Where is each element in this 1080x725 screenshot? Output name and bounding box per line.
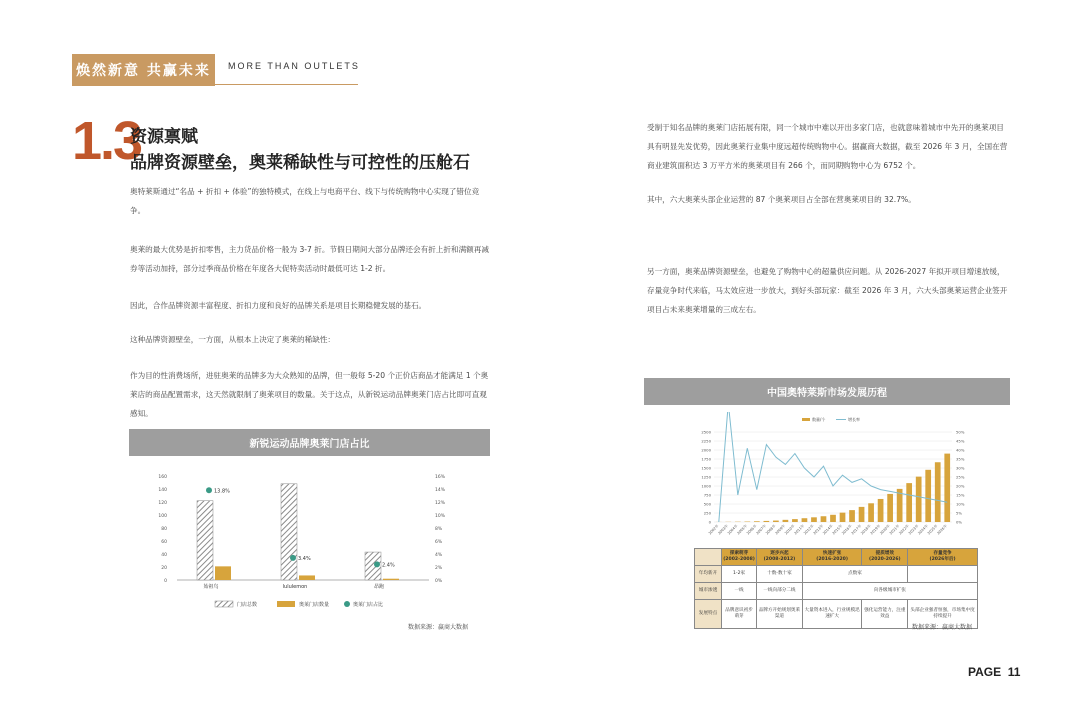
chart-title-bar: 新锐运动品牌奥莱门店占比: [129, 429, 490, 456]
paragraph: 其中，六大奥莱头部企业运营的 87 个奥莱项目占全部在营奥莱项目的 32.7%。: [647, 195, 916, 204]
x-tick-label: 2015年: [831, 523, 844, 536]
ratio-point: [206, 487, 212, 493]
legend-label: 奥莱门店数量: [299, 602, 330, 608]
x-tick-label: 2011年: [793, 523, 806, 536]
y-tick-label: 750: [703, 492, 711, 498]
x-tick-label: 2004年: [726, 523, 739, 536]
table-cell: 品牌意识初步萌芽: [722, 600, 757, 629]
table-cell: 头部企业强者恒强，市场集中度持续提升: [908, 600, 978, 629]
bar: [916, 477, 922, 522]
table-cell: 向各级城市扩张: [802, 583, 977, 600]
y2-tick-label: 5%: [956, 510, 963, 516]
x-tick-label: 2014年: [822, 523, 834, 536]
x-tick-label: 2019年: [869, 523, 882, 536]
table-cell: 大量资本进入，行业规模迅速扩大: [802, 600, 862, 629]
table-cell: [908, 566, 978, 583]
bar: [830, 515, 836, 522]
y-tick-label: 1750: [701, 456, 711, 462]
x-tick-label: 2003年: [717, 523, 729, 536]
x-tick-label: 2020年: [879, 523, 891, 536]
phase-header: 逐步兴起 (2008-2012): [757, 549, 803, 566]
x-tick-label: 2024年: [917, 523, 929, 536]
x-tick-label: 昂跑: [373, 584, 385, 590]
y2-tick-label: 6%: [435, 540, 443, 545]
bar: [754, 521, 760, 522]
bar-outlet: [299, 575, 315, 580]
phase-header: 存量竞争 (2026年后): [908, 549, 978, 566]
y-tick-label: 140: [158, 488, 167, 493]
bar-total: [197, 501, 213, 580]
phase-header: 提质增效 (2020-2026): [862, 549, 908, 566]
bar-outlet: [215, 566, 231, 580]
bar: [859, 507, 865, 522]
header-subtitle: MORE THAN OUTLETS: [228, 61, 360, 71]
legend-label: 门店总数: [237, 602, 258, 608]
table-cell: 强化运营能力，注重效益: [862, 600, 908, 629]
y-tick-label: 120: [158, 501, 167, 506]
table-cell: 一线向部分二线: [757, 583, 803, 600]
x-tick-label: 2002年: [707, 523, 720, 536]
bar: [773, 521, 779, 522]
x-tick-label: 2013年: [812, 523, 825, 536]
phase-header: 探索萌芽 (2002-2008): [722, 549, 757, 566]
phase-table: [694, 548, 978, 629]
y-tick-label: 80: [161, 527, 167, 532]
bar: [811, 517, 817, 522]
table-cell: 品牌方开始规划奥莱渠道: [757, 600, 803, 629]
table-row: [695, 566, 978, 583]
y-tick-label: 160: [158, 475, 167, 480]
y2-tick-label: 15%: [956, 492, 965, 498]
bar: [944, 454, 950, 522]
ratio-point: [290, 555, 296, 561]
paragraph: 奥莱的最大优势是折扣零售，主力货品价格一般为 3-7 折。节假日期间大部分品牌还会有折上折和满额再减券等活动加持，部分过季商品价格在年度各大促特卖活动时最低可达 1-2 折。: [130, 245, 489, 273]
x-tick-label: 2012年: [803, 523, 815, 536]
ratio-label: 13.8%: [214, 488, 230, 495]
bar: [792, 519, 798, 522]
section-number: 1.3: [72, 111, 142, 171]
x-tick-label: 2018年: [860, 523, 872, 536]
y2-tick-label: 45%: [956, 438, 965, 444]
chart-source: 数据来源：赢商大数据: [408, 624, 469, 631]
table-cell: 十数-数十家: [757, 566, 803, 583]
y2-tick-label: 25%: [956, 474, 965, 480]
y-tick-label: 0: [708, 519, 711, 525]
row-header: 年均新开: [695, 566, 722, 583]
paragraph: 奥特莱斯通过“名品 + 折扣 + 体验”的独特模式，在线上与电商平台、线下与传统购物中心实现了错位竞争。: [130, 187, 480, 215]
legend-swatch-bar: [802, 418, 810, 421]
x-tick-label: lululemon: [282, 584, 308, 590]
growth-rate-line: [719, 412, 947, 522]
table-cell: 一线: [722, 583, 757, 600]
y-tick-label: 1500: [701, 465, 711, 471]
y2-tick-label: 10%: [435, 514, 446, 519]
x-tick-label: 2005年: [736, 523, 749, 536]
ratio-label: 2.4%: [382, 562, 395, 569]
x-tick-label: 2007年: [755, 523, 768, 536]
y2-tick-label: 2%: [435, 566, 443, 571]
row-header: 城市渗透: [695, 583, 722, 600]
y-tick-label: 1000: [701, 483, 711, 489]
x-tick-label: 2006年: [745, 523, 758, 536]
x-tick-label: 2022年: [898, 523, 910, 536]
y2-tick-label: 10%: [956, 501, 965, 507]
market-history-chart: [690, 412, 980, 540]
paragraph: 另一方面，奥莱品牌资源壁垒，也避免了购物中心的超量供应问题。从 2026-2027 年拟开项目增速放缓，存量竞争时代来临，马太效应进一步放大，到好头部玩家：截至 2026 年 3 月，六大头部奥莱运营企业签开项目占未来奥莱增量的三成左右。: [647, 267, 1008, 314]
x-tick-label: 2008年: [764, 523, 777, 536]
y2-tick-label: 8%: [435, 527, 443, 532]
bar-total: [281, 484, 297, 580]
y2-tick-label: 30%: [956, 465, 965, 471]
legend-label: 奥莱门店占比: [353, 602, 384, 608]
ratio-point: [374, 561, 380, 567]
paragraph: 作为目的性消费场所，进驻奥莱的品牌多为大众熟知的品牌，但一般每 5-20 个正价店商品才能满足 1 个奥莱店的商品配置需求，这天然就限制了奥莱项目的数量。关于这点，从新锐运动品牌奥莱门店占比即可直观感知。: [130, 371, 489, 418]
y-tick-label: 250: [703, 510, 711, 516]
ratio-label: 3.4%: [298, 555, 311, 562]
bar: [802, 518, 808, 522]
x-tick-label: 2016年: [841, 523, 853, 536]
bar: [906, 483, 912, 522]
y2-tick-label: 20%: [956, 483, 965, 489]
y-tick-label: 2000: [701, 447, 711, 453]
y2-tick-label: 14%: [435, 488, 446, 493]
y2-tick-label: 12%: [435, 501, 446, 506]
x-tick-label: 2017年: [850, 523, 863, 536]
bar-outlet: [383, 579, 399, 580]
y-tick-label: 500: [703, 501, 711, 507]
y-tick-label: 2250: [701, 438, 711, 444]
y-tick-label: 0: [164, 579, 167, 584]
x-tick-label: 始祖鸟: [203, 584, 219, 590]
x-tick-label: 2010年: [784, 523, 796, 536]
y-tick-label: 40: [161, 553, 167, 558]
row-header: 发展特点: [695, 600, 722, 629]
x-tick-label: 2009年: [774, 523, 787, 536]
bar: [925, 470, 931, 522]
header-badge: 焕然新意 共赢未来: [72, 54, 215, 86]
x-tick-label: 2026年: [936, 523, 948, 536]
table-cell: 1-2家: [722, 566, 757, 583]
outlet-ratio-chart: [129, 462, 490, 632]
y-tick-label: 2500: [701, 429, 711, 435]
bar: [849, 510, 855, 522]
paragraph: 受制于知名品牌的奥莱门店拓展有限，同一个城市中难以开出多家门店，也就意味着城市中先开的奥莱项目具有明显先发优势，因此奥莱行业集中度远超传统购物中心。据赢商大数据，截至 2026 年 3 月，全国在营商业建筑面积达 3 万平方米的奥莱项目有 266 个，而同期购物中心为 6752 个。: [647, 123, 1008, 170]
bar: [764, 521, 770, 522]
y2-tick-label: 0%: [435, 579, 443, 584]
legend-swatch-ratio: [344, 601, 350, 607]
y2-tick-label: 4%: [435, 553, 443, 558]
chart-title-bar: 中国奥特莱斯市场发展历程: [644, 378, 1010, 405]
legend-label: 增长率: [848, 417, 860, 422]
y2-tick-label: 0%: [956, 519, 963, 525]
x-tick-label: 2025年: [926, 523, 939, 536]
table-cell: 点数家: [802, 566, 907, 583]
bar: [878, 499, 884, 522]
section-subtitle: 品牌资源壁垒，奥莱稀缺性与可控性的压舱石: [130, 153, 470, 173]
legend-label: 数量/个: [812, 417, 826, 422]
table-row: [695, 583, 978, 600]
bar: [868, 503, 874, 522]
y2-tick-label: 50%: [956, 429, 965, 435]
legend-swatch-outlet: [277, 601, 295, 607]
y-tick-label: 100: [158, 514, 167, 519]
x-tick-label: 2023年: [907, 523, 920, 536]
y2-tick-label: 35%: [956, 456, 965, 462]
header-divider: [72, 84, 358, 85]
bar: [887, 494, 893, 522]
y-tick-label: 1250: [701, 474, 711, 480]
bar: [783, 520, 789, 522]
bar: [840, 513, 846, 522]
phase-header: 快速扩张 (2016-2020): [802, 549, 862, 566]
section-title: 资源禀赋: [130, 127, 198, 147]
bar: [935, 462, 941, 522]
bar: [821, 516, 827, 522]
paragraph: 这种品牌资源壁垒，一方面，从根本上决定了奥莱的稀缺性：: [130, 335, 336, 344]
y-tick-label: 20: [161, 566, 167, 571]
legend-swatch-total: [215, 601, 233, 607]
paragraph: 因此，合作品牌资源丰富程度、折扣力度和良好的品牌关系是项目长期稳健发展的基石。: [130, 301, 427, 310]
page-number: PAGE 11: [968, 665, 1021, 679]
chart-source: 数据来源：赢商大数据: [912, 624, 973, 631]
y-tick-label: 60: [161, 540, 167, 545]
x-tick-label: 2021年: [888, 523, 901, 536]
y2-tick-label: 40%: [956, 447, 965, 453]
table-corner: [695, 549, 722, 566]
y2-tick-label: 16%: [435, 475, 446, 480]
